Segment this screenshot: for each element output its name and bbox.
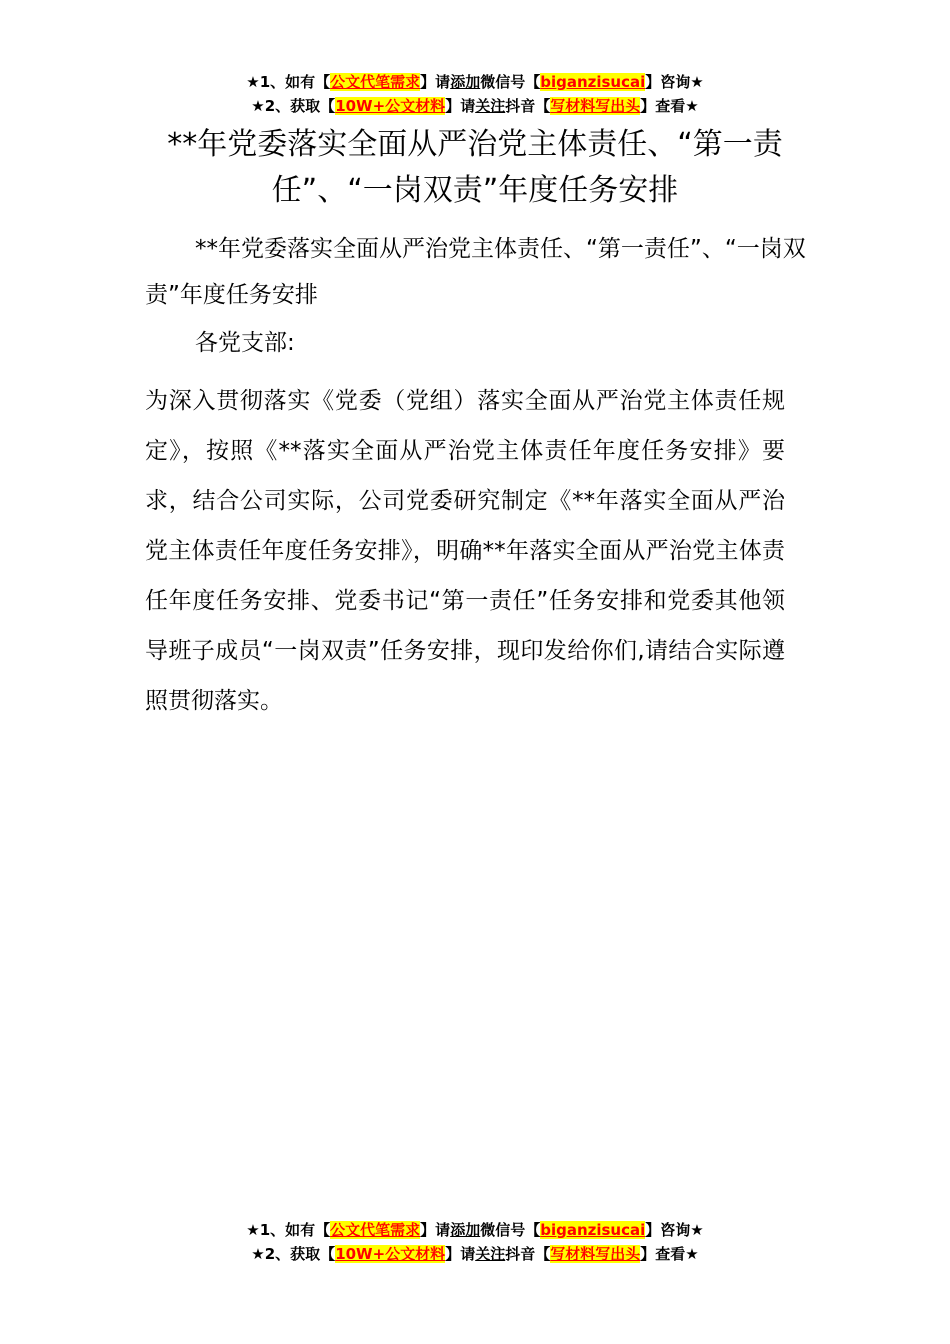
banner-text: 】查看★ — [640, 97, 699, 115]
banner-text: 】请 — [420, 1221, 451, 1239]
materials-highlight: 10W+公文材料 — [335, 97, 446, 115]
banner-text: 微信号【 — [480, 73, 541, 91]
banner-text: 】请 — [445, 97, 476, 115]
douyin-account-highlight: 写材料写出头 — [550, 97, 641, 115]
banner-text: 微信号【 — [480, 1221, 541, 1239]
footer-banner-line-2 — [0, 1242, 950, 1266]
wechat-id-highlight: biganzisucai — [540, 73, 646, 91]
add-underlined-text: 添加 — [450, 73, 481, 91]
banner-text: 】咨询★ — [645, 1221, 704, 1239]
document-title: **年党委落实全面从严治党主体责任、“第一责任”、“一岗双责”年度任务安排 — [167, 127, 783, 208]
banner-text: 抖音【 — [505, 97, 551, 115]
banner-text: 】请 — [445, 1245, 476, 1263]
footer-banner — [0, 1218, 950, 1266]
banner-text: 】咨询★ — [645, 73, 704, 91]
header-banner-line-1 — [0, 70, 950, 94]
banner-text: 抖音【 — [505, 1245, 551, 1263]
header-banner-line-2 — [0, 94, 950, 118]
footer-banner-line-1 — [0, 1218, 950, 1242]
salutation: 各党支部: — [195, 330, 295, 356]
materials-highlight: 10W+公文材料 — [335, 1245, 446, 1263]
ghostwriting-service-highlight: 公文代笔需求 — [330, 73, 421, 91]
add-underlined-text: 添加 — [450, 1221, 481, 1239]
banner-text: ★2、获取【 — [251, 1245, 336, 1263]
ghostwriting-service-highlight: 公文代笔需求 — [330, 1221, 421, 1239]
wechat-id-highlight: biganzisucai — [540, 1221, 646, 1239]
banner-text: 】查看★ — [640, 1245, 699, 1263]
header-banner — [0, 70, 950, 118]
follow-underlined-text: 关注 — [475, 1245, 506, 1263]
banner-text: ★1、如有【 — [246, 73, 331, 91]
douyin-account-highlight: 写材料写出头 — [550, 1245, 641, 1263]
follow-underlined-text: 关注 — [475, 97, 506, 115]
banner-text: ★2、获取【 — [251, 97, 336, 115]
banner-text: 】请 — [420, 73, 451, 91]
body-paragraph: 为深入贯彻落实《党委（党组）落实全面从严治党主体责任规定》，按照《**落实全面从严治党主体责任年度任务安排》要求，结合公司实际，公司党委研究制定《**年落实全面从严治党主体责任年度任务安排》，明确**年落实全面从严治党主体责任年度任务安排、党委书记“第一责任”任务安排和党委其他领导班子成员“一岗双责”任务安排，现印发给你们,请结合实际遵照贯彻落实。 — [145, 388, 785, 714]
banner-text: ★1、如有【 — [246, 1221, 331, 1239]
document-subtitle: **年党委落实全面从严治党主体责任、“第一责任”、“一岗双责”年度任务安排 — [145, 236, 806, 308]
